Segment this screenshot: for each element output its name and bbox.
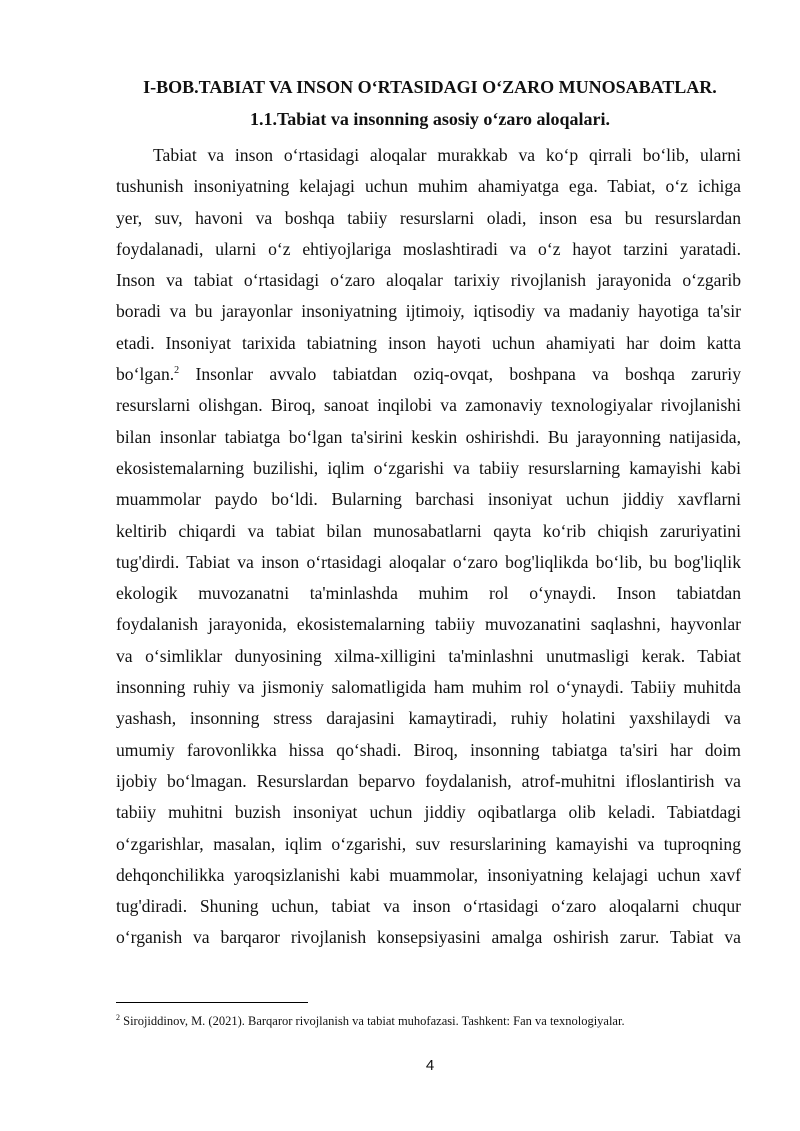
body-line: o‘zgarishlar, masalan, iqlim o‘zgarishi, suv resurslarining kamayishi va tuproqning	[116, 833, 741, 854]
body-line: boradi va bu jarayonlar insoniyatning ijtimoiy, iqtisodiy va madaniy hayotiga ta'sir	[116, 301, 741, 322]
body-line: tushunish insoniyatning kelajagi uchun muhim ahamiyatga ega. Tabiat, o‘z ichiga	[116, 176, 741, 197]
body-line: yer, suv, havoni va boshqa tabiiy resurslarni oladi, inson esa bu resurslardan	[116, 207, 741, 228]
chapter-title: I-BOB.TABIAT VA INSON O‘RTASIDAGI O‘ZARO MUNOSABATLAR.	[143, 77, 717, 97]
body-line: etadi. Insoniyat tarixida tabiatning inson hayoti uchun ahamiyati har doim katta	[116, 332, 741, 353]
body-line: ekologik muvozanatni ta'minlashda muhim rol o‘ynaydi. Inson tabiatdan	[116, 583, 741, 604]
body-line: o‘rganish va barqaror rivojlanish konsepsiyasini amalga oshirish zarur. Tabiat va	[116, 927, 741, 948]
body-line-rest: Insonlar avvalo tabiatdan oziq-ovqat, boshpana va boshqa zaruriy	[195, 364, 741, 385]
body-line: tug'diradi. Shuning uchun, tabiat va inson o‘rtasidagi o‘zaro aloqalarni chuqur	[116, 896, 741, 917]
footnote	[116, 1013, 741, 1029]
footnote-text: Sirojiddinov, M. (2021). Barqaror rivojlanish va tabiat muhofazasi. Tashkent: Fan va texnologiyalar.	[123, 1014, 625, 1028]
body-line: yashash, insonning stress darajasini kamaytiradi, ruhiy holatini yaxshilaydi va	[116, 708, 741, 729]
body-line: bilan insonlar tabiatga bo‘lgan ta'sirini keskin oshirishdi. Bu jarayonning natijasida,	[116, 426, 741, 447]
body-line: keltirib chiqardi va tabiat bilan munosabatlarni qayta ko‘rib chiqish zaruriyatini	[116, 520, 741, 541]
body-line: tabiiy muhitni buzish insoniyat uchun jiddiy oqibatlarga olib keladi. Tabiatdagi	[116, 802, 741, 823]
body-line: foydalanadi, ularni o‘z ehtiyojlariga moslashtiradi va o‘z hayot tarzini yaratadi.	[116, 238, 741, 259]
footnote-reference[interactable]: 2	[174, 365, 180, 377]
body-line: ekosistemalarning buzilishi, iqlim o‘zgarishi va tabiiy resurslarning kamayishi kabi	[116, 457, 741, 478]
body-line: umumiy farovonlikka hissa qo‘shadi. Biroq, insonning tabiatga ta'siri har doim	[116, 739, 741, 760]
body-line: tug'dirdi. Tabiat va inson o‘rtasidagi aloqalar o‘zaro bog'liqlikda bo‘lib, bu bog'liqlik	[116, 551, 741, 572]
body-line: muammolar paydo bo‘ldi. Bularning barchasi insoniyat uchun jiddiy xavflarni	[116, 489, 741, 510]
body-line: Inson va tabiat o‘rtasidagi o‘zaro aloqalar tarixiy rivojlanish jarayonida o‘zgarib	[116, 270, 741, 291]
body-line: resurslarni olishgan. Biroq, sanoat inqilobi va zamonaviy texnologiyalar rivojlanishi	[116, 395, 741, 416]
body-line: dehqonchilikka yaroqsizlanishi kabi muammolar, insoniyatning kelajagi uchun xavf	[116, 864, 741, 885]
body-line-with-footnote	[116, 359, 741, 390]
body-paragraph	[116, 140, 741, 954]
body-line: insonning ruhiy va jismoniy salomatligida ham muhim rol o‘ynaydi. Tabiiy muhitda	[116, 677, 741, 698]
section-title: 1.1.Tabiat va insonning asosiy o‘zaro aloqalari.	[249, 109, 611, 129]
body-line-start: bo‘lgan.	[116, 364, 175, 385]
page-number: 4	[425, 1057, 435, 1074]
body-line: va o‘simliklar dunyosining xilma-xilligini ta'minlashni unutmasligi kerak. Tabiat	[116, 645, 741, 666]
body-line: Tabiat va inson o‘rtasidagi aloqalar murakkab va ko‘p qirrali bo‘lib, ularni	[153, 145, 741, 165]
footnote-number: 2	[116, 1012, 120, 1022]
footnote-divider	[116, 1002, 308, 1003]
body-line: foydalanish jarayonida, ekosistemalarning tabiiy muvozanatini saqlashni, hayvonlar	[116, 614, 741, 635]
body-line: ijobiy bo‘lmagan. Resurslardan beparvo foydalanish, atrof-muhitni ifloslantirish va	[116, 770, 741, 791]
